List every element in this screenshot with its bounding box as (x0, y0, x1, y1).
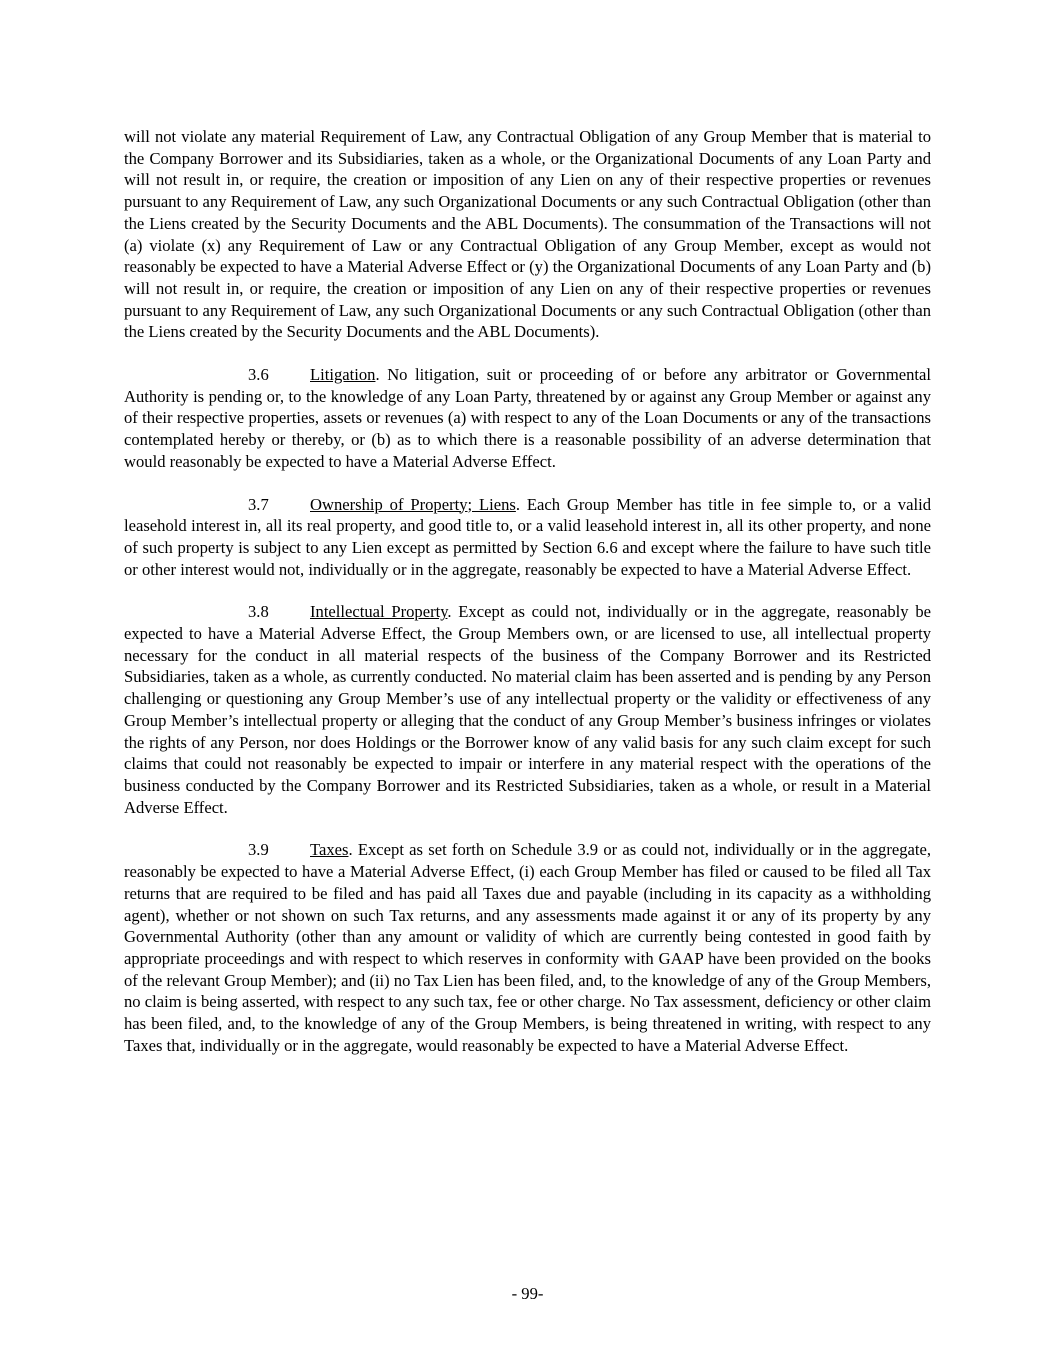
section-number: 3.8 (248, 602, 269, 622)
section-body: . No litigation, suit or proceeding of or before any arbitrator or Governmental Authority is pending or, to the knowledge of any Loan Party, threatened by or against any Group Member or against any of their respective properties, assets or revenues (a) with respect to any of the Loan Documents or any of the transactions contemplated hereby or thereby, or (b) as to which there is a reasonable possibility of an adverse determination that would reasonably be expected to have a Material Adverse Effect. (124, 365, 931, 471)
section-heading: Taxes (310, 840, 349, 860)
section-3-8 (124, 601, 931, 818)
section-body: . Except as could not, individually or in the aggregate, reasonably be expected to have a Material Adverse Effect, the Group Members own, or are licensed to use, all intellectual property necessary for the conduct in all material respects of the business of the Company Borrower and its Restricted Subsidiaries, taken as a whole, as currently conducted. No material claim has been asserted and is pending by any Person challenging or questioning any Group Member’s use of any intellectual property or the validity or effectiveness of any Group Member’s intellectual property or alleging that the conduct of any Group Member’s business infringes or violates the rights of any Person, nor does Holdings or the Borrower know of any valid basis for any such claim except for such claims that could not reasonably be expected to impair or interfere in any material respect with the operations of the business conducted by the Company Borrower and its Restricted Subsidiaries, taken as a whole, or result in a Material Adverse Effect. (124, 602, 931, 817)
section-body: . Except as set forth on Schedule 3.9 or as could not, individually or in the aggregate, reasonably be expected to have a Material Adverse Effect, (i) each Group Member has filed or caused to be filed all Tax returns that are required to be filed and has paid all Taxes due and payable (including in its capacity as a withholding agent), whether or not shown on such Tax returns, and any assessments made against it or any of its property by any Governmental Authority (other than any amount or validity of which are currently being contested in good faith by appropriate proceedings and with respect to which reserves in conformity with GAAP have been provided on the books of the relevant Group Member); and (ii) no Tax Lien has been filed, and, to the knowledge of any of the Group Members, no claim is being asserted, with respect to any such tax, fee or other charge. No Tax assessment, deficiency or other claim has been filed, and, to the knowledge of any of the Group Members, is being threatened in writing, with respect to any Taxes that, individually or in the aggregate, would reasonably be expected to have a Material Adverse Effect. (124, 840, 931, 1055)
section-heading: Ownership of Property; Liens (310, 494, 516, 514)
document-page (124, 126, 931, 1077)
section-number: 3.9 (248, 840, 269, 860)
section-heading: Intellectual Property (310, 602, 448, 622)
section-3-9 (124, 839, 931, 1056)
section-heading: Litigation (310, 365, 376, 385)
page-number: - 99- (511, 1284, 544, 1303)
section-body: . Each Group Member has title in fee simple to, or a valid leasehold interest in, all its real property, and good title to, or a valid leasehold interest in, all its other property, and none of such property is subject to any Lien except as permitted by Section 6.6 and except where the failure to have such title or other interest would not, individually or in the aggregate, reasonably be expected to have a Material Adverse Effect. (124, 494, 931, 579)
continuation-paragraph: will not violate any material Requirement of Law, any Contractual Obligation of any Group Member that is material to the Company Borrower and its Subsidiaries, taken as a whole, or the Organizational Documents of any Loan Party and will not result in, or require, the creation or imposition of any Lien on any of their respective properties or revenues pursuant to any Requirement of Law, any such Organizational Documents or any such Contractual Obligation (other than the Liens created by the Security Documents and the ABL Documents). The consummation of the Transactions will not (a) violate (x) any Requirement of Law or any Contractual Obligation of any Group Member, except as would not reasonably be expected to have a Material Adverse Effect or (y) the Organizational Documents of any Loan Party and (b) will not result in, or require, the creation or imposition of any Lien on any of their respective properties or revenues pursuant to any Requirement of Law, any such Organizational Documents or any such Contractual Obligation (other than the Liens created by the Security Documents and the ABL Documents). (124, 127, 931, 342)
section-number: 3.6 (248, 365, 269, 385)
section-number: 3.7 (248, 494, 269, 514)
section-3-6 (124, 364, 931, 473)
section-3-7 (124, 494, 931, 581)
